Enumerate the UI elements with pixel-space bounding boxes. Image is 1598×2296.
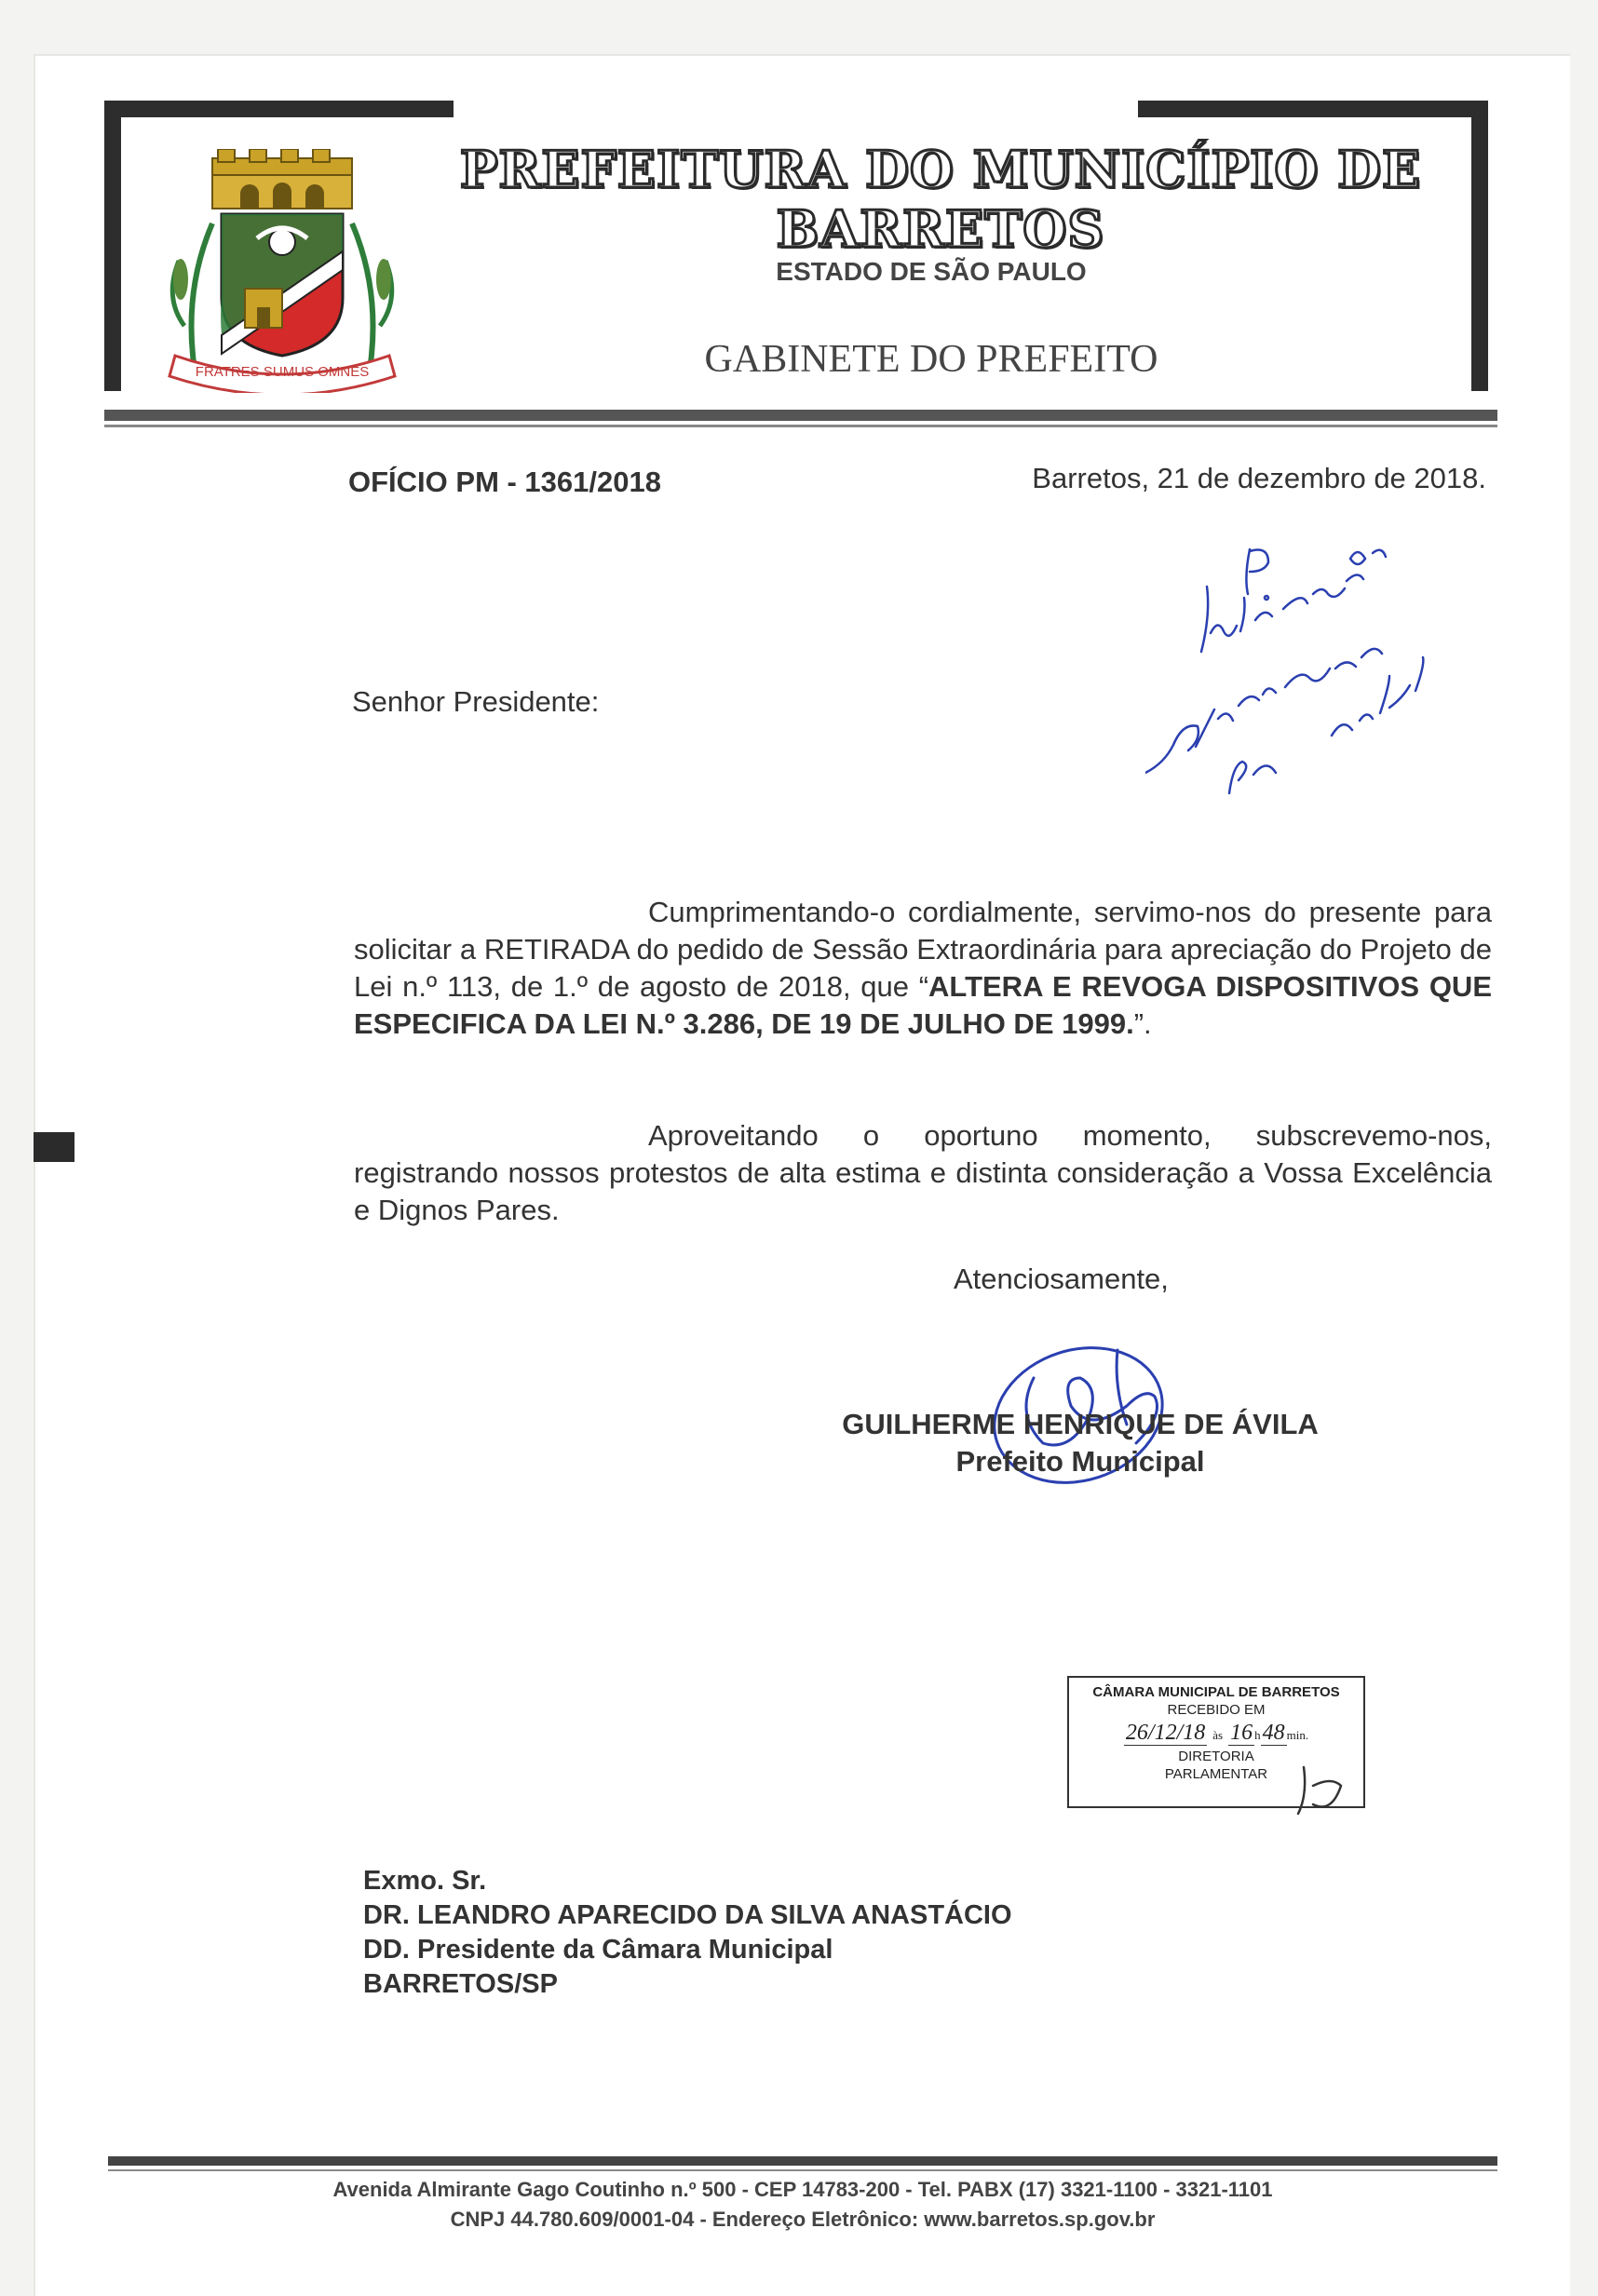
stamp-date: 26/12/18 bbox=[1125, 1721, 1206, 1745]
header-rule bbox=[104, 425, 1497, 427]
letter-date: Barretos, 21 de dezembro de 2018. bbox=[1032, 462, 1486, 494]
handwritten-annotation-icon bbox=[1145, 531, 1462, 801]
signer-title: Prefeito Municipal bbox=[955, 1445, 1205, 1478]
paragraph-text: ”. bbox=[1133, 1007, 1152, 1040]
header-frame bbox=[1138, 101, 1488, 117]
stamp-line: CÂMARA MUNICIPAL DE BARRETOS bbox=[1092, 1684, 1340, 1700]
addressee-line: DR. LEANDRO APARECIDO DA SILVA ANASTÁCIO bbox=[363, 1900, 1012, 1930]
header-rule bbox=[104, 410, 1497, 421]
stamp-minutes: 48 bbox=[1262, 1721, 1285, 1745]
footer bbox=[108, 2175, 1497, 2235]
page-title: PREFEITURA DO MUNICÍPIO DE BARRETOS bbox=[459, 140, 1422, 259]
signer-block bbox=[819, 1406, 1341, 1480]
law-title: ALTERA E REVOGA DISPOSITIVOS QUE ESPECIFICA DA LEI N.º 3.286, DE 19 DE JULHO DE 1999. bbox=[354, 970, 1492, 1040]
header-frame bbox=[1471, 101, 1488, 391]
body-paragraph-1 bbox=[354, 894, 1492, 1043]
stamp-line: RECEBIDO EM bbox=[1167, 1702, 1266, 1718]
motto-text: FRATRES SUMUS OMNES bbox=[195, 364, 370, 380]
addressee-line: Exmo. Sr. bbox=[363, 1866, 487, 1896]
cabinet-label: GABINETE DO PREFEITO bbox=[704, 338, 1158, 381]
signer-name: GUILHERME HENRIQUE DE ÁVILA bbox=[842, 1408, 1319, 1440]
footer-rule bbox=[108, 2156, 1497, 2166]
stamp-min: min. bbox=[1286, 1728, 1309, 1742]
coat-of-arms-icon bbox=[156, 149, 408, 393]
footer-contact: CNPJ 44.780.609/0001-04 - Endereço Eletrônico: www.barretos.sp.gov.br bbox=[450, 2208, 1156, 2231]
addressee-block bbox=[363, 1864, 1012, 2002]
stamp-line: PARLAMENTAR bbox=[1164, 1766, 1268, 1782]
state-label: ESTADO DE SÃO PAULO bbox=[776, 257, 1087, 286]
stamp-date-line bbox=[1069, 1721, 1363, 1748]
header-frame bbox=[104, 101, 121, 391]
letter-reference: OFÍCIO PM - 1361/2018 bbox=[348, 466, 661, 498]
paragraph-text: Cumprimentando-o cordialmente, servimo-nos do presente para solicitar a RETIRADA do pedido de Sessão Extraordinária para apreciação do Projeto de Lei n.º 113, de 1.º de agosto de 2018, que “ bbox=[354, 896, 1492, 1003]
body-paragraph-2: Aproveitando o oportuno momento, subscrevemo-nos, registrando nossos protestos de alta estima e distinta consideração a Vossa Excelência e Dignos Pares. bbox=[354, 1119, 1492, 1226]
footer-address: Avenida Almirante Gago Coutinho n.º 500 - CEP 14783-200 - Tel. PABX (17) 3321-1100 - 3321-1101 bbox=[332, 2178, 1273, 2201]
addressee-line: BARRETOS/SP bbox=[363, 1969, 558, 1999]
stamp-at: às bbox=[1212, 1728, 1224, 1742]
footer-rule bbox=[108, 2169, 1497, 2171]
stamp-h: h bbox=[1254, 1728, 1261, 1742]
salutation: Senhor Presidente: bbox=[352, 685, 600, 718]
stamp-initials-icon bbox=[1285, 1758, 1360, 1823]
stamp-line: DIRETORIA bbox=[1178, 1749, 1254, 1764]
scan-margin-mark bbox=[34, 1132, 74, 1162]
closing: Atenciosamente, bbox=[954, 1263, 1169, 1295]
stamp-hour: 16 bbox=[1230, 1721, 1253, 1745]
header-frame bbox=[104, 101, 454, 117]
addressee-line: DD. Presidente da Câmara Municipal bbox=[363, 1935, 833, 1965]
